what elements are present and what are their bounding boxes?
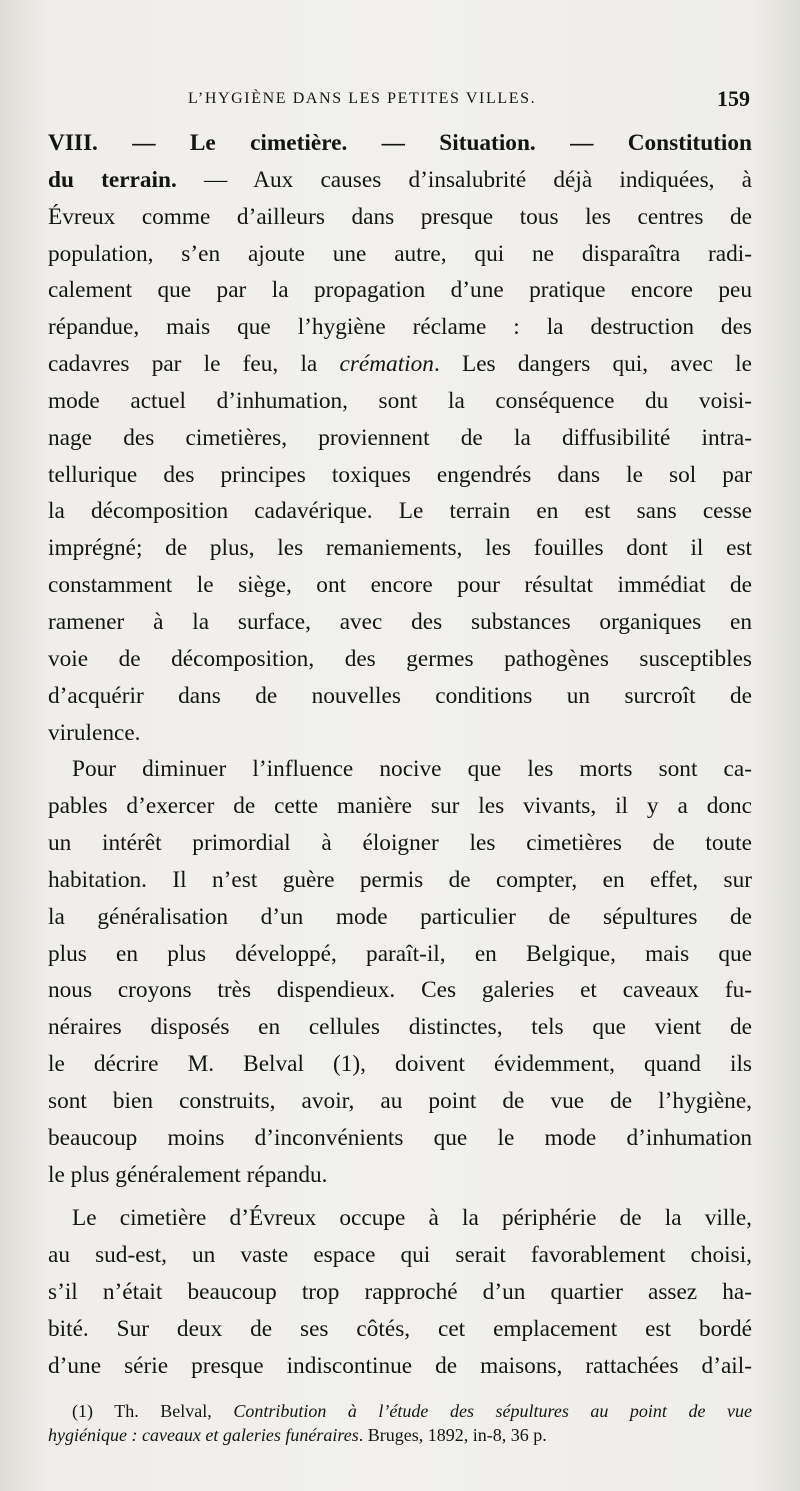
text-line: un intérêt primordial à éloigner les cimetières de toute — [48, 830, 752, 857]
section-title-continued: du terrain. — [48, 166, 177, 193]
text-line: le décrire M. Belval (1), doivent évidemment, quand ils — [48, 1051, 752, 1078]
text-line: cadavres par le feu, la crémation. Les dangers qui, avec le — [48, 351, 752, 378]
text-line: virulence. — [48, 719, 141, 746]
section-title-line — [48, 125, 752, 162]
text-line: mode actuel d’inhumation, sont la conséquence du voisi- — [48, 387, 752, 414]
footnote-line: hygiénique : caveaux et galeries funéraires. Bruges, 1892, in-8, 36 p. — [48, 1425, 547, 1445]
text-line: imprégné; de plus, les remaniements, les fouilles dont il est — [48, 535, 752, 562]
text-line: ramener à la surface, avec des substances organiques en — [48, 608, 752, 635]
running-head-title: L’HYGIÈNE DANS LES PETITES VILLES. — [188, 90, 537, 107]
running-head — [48, 86, 756, 116]
body-text — [48, 125, 752, 1385]
text-line: habitation. Il n’est guère permis de compter, en effet, sur — [48, 866, 752, 893]
paragraph-3 — [48, 1200, 752, 1384]
emphasis: crémation — [339, 351, 434, 378]
text-line: d’acquérir dans de nouvelles conditions un surcroît de — [48, 682, 752, 709]
text-line: Le cimetière d’Évreux occupe à la périphérie de la ville, — [72, 1205, 752, 1232]
text-line: le plus généralement répandu. — [48, 1161, 328, 1188]
text-line: voie de décomposition, des germes pathogènes susceptibles — [48, 645, 752, 672]
text-line: pables d’exercer de cette manière sur les vivants, il y a donc — [48, 793, 752, 820]
paragraph-2 — [48, 751, 752, 1193]
text-line: s’il n’était beaucoup trop rapproché d’un quartier assez ha- — [48, 1279, 752, 1306]
text-line: néraires disposés en cellules distinctes, tels que vient de — [48, 1014, 752, 1041]
text-line: calement que par la propagation d’une pratique encore peu — [48, 277, 752, 304]
text-line: Évreux comme d’ailleurs dans presque tous les centres de — [48, 203, 752, 230]
page-number: 159 — [717, 86, 750, 111]
section-title: VIII. — Le cimetière. — Situation. — Constitution — [48, 130, 752, 156]
text-line: beaucoup moins d’inconvénients que le mode d’inhumation — [48, 1124, 752, 1151]
text-line: la décomposition cadavérique. Le terrain en est sans cesse — [48, 498, 752, 525]
text-line: nous croyons très dispendieux. Ces galeries et caveaux fu- — [48, 977, 752, 1004]
text-line: du terrain. — Aux causes d’insalubrité déjà indiquées, à — [48, 166, 752, 193]
text-line: au sud-est, un vaste espace qui serait favorablement choisi, — [48, 1242, 752, 1269]
text-line: tellurique des principes toxiques engendrés dans le sol par — [48, 461, 752, 488]
paragraph-1 — [48, 125, 752, 751]
text-line: la généralisation d’un mode particulier de sépultures de — [48, 903, 752, 930]
text-line: bité. Sur deux de ses côtés, cet emplacement est bordé — [48, 1316, 752, 1342]
text-line: nage des cimetières, proviennent de la diffusibilité intra- — [48, 424, 752, 451]
text-line: répandue, mais que l’hygiène réclame : la destruction des — [48, 314, 752, 341]
text-line: d’une série presque indiscontinue de maisons, rattachées d’ail- — [48, 1352, 752, 1379]
text-line: constamment le siège, ont encore pour résultat immédiat de — [48, 572, 752, 599]
text-line: population, s’en ajoute une autre, qui ne disparaîtra radi- — [48, 240, 752, 267]
text-line: plus en plus développé, paraît-il, en Belgique, mais que — [48, 940, 752, 967]
text-line: sont bien construits, avoir, au point de vue de l’hygiène, — [48, 1087, 752, 1114]
footnote — [48, 1399, 752, 1447]
footnote-line: (1) Th. Belval, Contribution à l’étude des sépultures au point de vue — [72, 1401, 753, 1421]
text-line: Pour diminuer l’influence nocive que les morts sont ca- — [72, 756, 752, 783]
